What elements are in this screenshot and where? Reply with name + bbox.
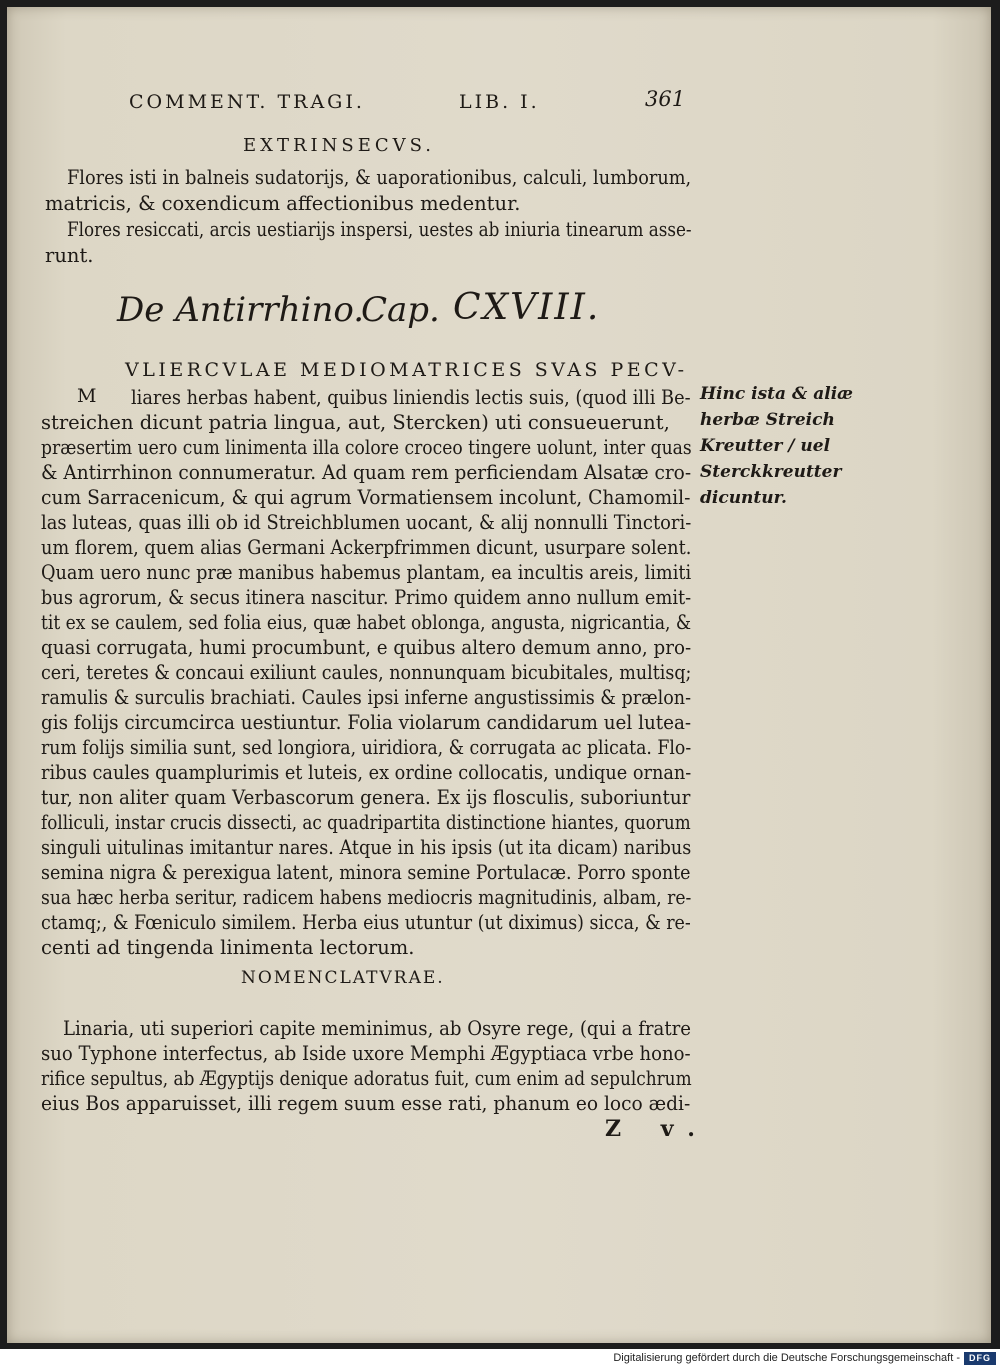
text-line: um florem, quem alias Germani Ackerpfrimmen dicunt, usurpare solent.	[41, 536, 692, 559]
text-line: cum Sarracenicum, & qui agrum Vormatiensem incolunt, Chamomil-	[41, 486, 691, 509]
text-line: bus agrorum, & secus itinera nascitur. Primo quidem anno nullum emit-	[41, 586, 692, 609]
section-heading-nomenclaturae: NOMENCLATVRAE.	[241, 968, 445, 988]
text-line: streichen dicunt patria lingua, aut, Stercken) uti consueuerunt,	[41, 411, 670, 434]
margin-note-line: Hinc ista & aliæ	[700, 384, 853, 404]
text-line: Flores isti in balneis sudatorijs, & uaporationibus, calculi, lumborum,	[67, 166, 692, 189]
chapter-incipit: VLIERCVLAE MEDIOMATRICES SVAS PECV-	[125, 359, 688, 381]
running-head-center: LIB. I.	[459, 91, 540, 113]
text-line: & Antirrhinon connumeratur. Ad quam rem perficiendam Alsatæ cro-	[41, 461, 692, 484]
text-line: Linaria, uti superiori capite meminimus, ab Osyre rege, (qui a fratre	[63, 1017, 691, 1040]
text-line: centi ad tingenda linimenta lectorum.	[41, 936, 415, 959]
text-line: Flores resiccati, arcis uestiarijs inspersi, uestes ab iniuria tinearum asse-	[67, 218, 692, 241]
text-line: runt.	[45, 244, 94, 267]
chapter-number: CXVIII.	[453, 287, 601, 328]
text-line: las luteas, quas illi ob id Streichblumen uocant, & alij nonnulli Tinctori-	[41, 511, 692, 534]
text-line: Quam uero nunc præ manibus habemus plantam, ea incultis areis, limiti	[41, 561, 692, 584]
text-line: præsertim uero cum linimenta illa colore croceo tingere uolunt, inter quas	[41, 436, 692, 459]
text-line: tit ex se caulem, sed folia eius, quæ habet oblonga, angusta, nigricantia, &	[41, 611, 692, 634]
digitization-footer	[0, 1349, 1000, 1368]
book-page	[7, 7, 991, 1343]
chapter-title: De Antirrhino.	[117, 290, 365, 330]
text-line: ceri, teretes & concaui exiliunt caules, nonnunquam bicubitales, multisq;	[41, 661, 692, 684]
running-head-left: COMMENT. TRAGI.	[129, 91, 365, 113]
text-line: matricis, & coxendicum affectionibus medentur.	[45, 192, 521, 215]
text-line: sua hæc herba seritur, radicem habens mediocris magnitudinis, albam, re-	[41, 886, 692, 909]
margin-note-line: Kreutter / uel	[700, 436, 831, 456]
margin-note-line: dicuntur.	[700, 488, 787, 508]
margin-note-line: herbæ Streich	[700, 410, 835, 430]
initial-letter: M	[77, 385, 97, 407]
chapter-label: Cap.	[361, 290, 440, 330]
text-line: tur, non aliter quam Verbascorum genera. Ex ijs flosculis, suboriuntur	[41, 786, 691, 809]
signature-mark: Z v.	[605, 1116, 711, 1142]
text-line: ramulis & surculis brachiati. Caules ipsi inferne angustissimis & prælon-	[41, 686, 692, 709]
text-line: liares herbas habent, quibus liniendis lectis suis, (quod illi Be-	[131, 386, 691, 409]
text-line: folliculi, instar crucis dissecti, ac quadripartita distinctione hiantes, quorum	[41, 811, 691, 834]
text-line: rifice sepultus, ab Ægyptijs denique adoratus fuit, cum enim ad sepulchrum	[41, 1067, 692, 1090]
text-line: singuli uitulinas imitantur nares. Atque in his ipsis (ut ita dicam) naribus	[41, 836, 692, 859]
text-line: eius Bos apparuisset, illi regem suum esse rati, phanum eo loco ædi-	[41, 1092, 691, 1115]
page-number: 361	[645, 87, 686, 111]
text-line: ribus caules quamplurimis et luteis, ex ordine collocatis, undique ornan-	[41, 761, 692, 784]
text-line: gis folijs circumcirca uestiuntur. Folia violarum candidarum uel lutea-	[41, 711, 692, 734]
text-line: quasi corrugata, humi procumbunt, e quibus altero demum anno, pro-	[41, 636, 692, 659]
section-heading-extrinsecus: EXTRINSECVS.	[243, 135, 436, 156]
text-line: suo Typhone interfectus, ab Iside uxore Memphi Ægyptiaca vrbe hono-	[41, 1042, 691, 1065]
margin-note-line: Sterckkreutter	[700, 462, 842, 482]
dfg-logo: DFG	[964, 1352, 996, 1365]
text-line: rum folijs similia sunt, sed longiora, uiridiora, & corrugata ac plicata. Flo-	[41, 736, 692, 759]
text-line: ctamq;, & Fœniculo similem. Herba eius utuntur (ut diximus) sicca, & re-	[41, 911, 691, 934]
text-line: semina nigra & perexigua latent, minora semine Portulacæ. Porro sponte	[41, 861, 691, 884]
funding-notice: Digitalisierung gefördert durch die Deutsche Forschungsgemeinschaft -	[613, 1352, 960, 1364]
